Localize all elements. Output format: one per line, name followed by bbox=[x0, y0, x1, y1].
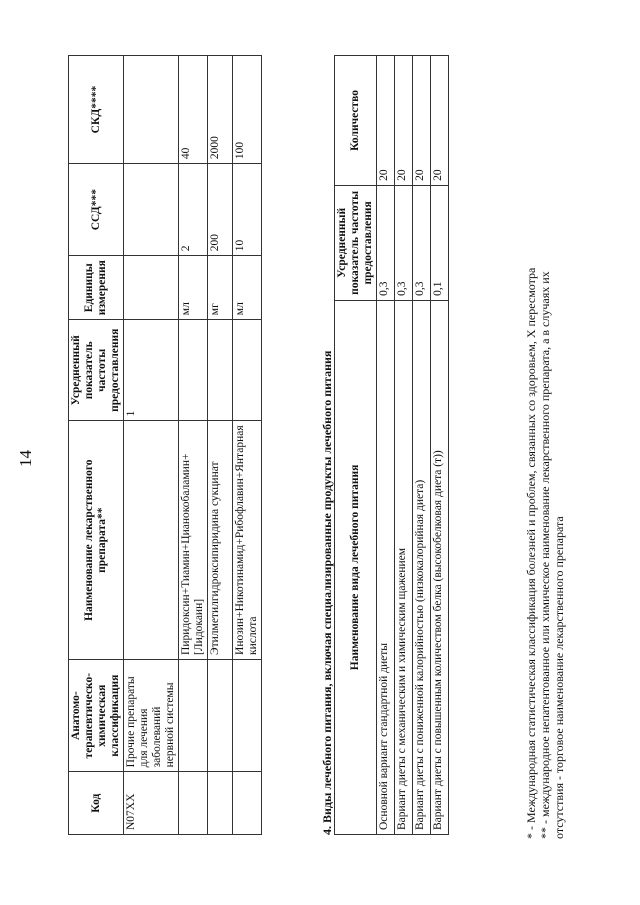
diet-quantity-cell: 20 bbox=[395, 56, 413, 186]
skd-cell: 40 bbox=[179, 56, 208, 164]
table-row bbox=[377, 56, 395, 835]
table-row bbox=[233, 56, 262, 835]
table-header-row bbox=[69, 56, 124, 835]
diet-quantity-cell: 20 bbox=[431, 56, 449, 186]
drug-cell: Пиридоксин+Тиамин+Цианокобаламин+[Лидокаин] bbox=[179, 421, 208, 660]
diet-name-cell: Вариант диеты с механическим и химическим щажением bbox=[395, 300, 413, 834]
skd-cell: 100 bbox=[233, 56, 262, 164]
drug-cell: Этилметилгидроксипиридина сукцинат bbox=[208, 421, 233, 660]
diet-quantity-cell: 20 bbox=[413, 56, 431, 186]
diet-table bbox=[334, 55, 449, 835]
drug-table bbox=[68, 55, 262, 835]
footnote-1: * - Международная статистическая классификация болезней и проблем, связанных со здоровьем, X пересмотра bbox=[524, 267, 538, 839]
diet-name-cell: Вариант диеты с пониженной калорийностью (низкокалорийная диета) bbox=[413, 300, 431, 834]
page-number: 14 bbox=[16, 450, 35, 467]
footnote-2-continuation: отсутствия - торговое наименование лекарственного препарата bbox=[552, 516, 566, 839]
header-diet-name: Наименование вида лечебного питания bbox=[335, 300, 377, 834]
unit-cell: мл bbox=[233, 256, 262, 320]
table-row bbox=[179, 56, 208, 835]
header-avg-frequency: Усредненный показатель частоты предоставления bbox=[69, 320, 124, 421]
diet-frequency-cell: 0,3 bbox=[413, 185, 431, 300]
header-code: Код bbox=[69, 772, 124, 835]
drug-cell: Инозин+Никотинамид+Рибофлавин+Янтарная кислота bbox=[233, 421, 262, 660]
table-row bbox=[431, 56, 449, 835]
table-row bbox=[395, 56, 413, 835]
header-quantity: Количество bbox=[335, 56, 377, 186]
ssd-cell: 2 bbox=[179, 164, 208, 256]
diet-frequency-cell: 0,3 bbox=[377, 185, 395, 300]
avg-frequency-cell: 1 bbox=[124, 320, 179, 421]
table-row bbox=[413, 56, 431, 835]
unit-cell: мл bbox=[179, 256, 208, 320]
header-drug-name: Наименование лекарственного препарата** bbox=[69, 421, 124, 660]
unit-cell: мг bbox=[208, 256, 233, 320]
footnotes bbox=[524, 49, 566, 839]
code-cell: N07XX bbox=[124, 772, 179, 835]
diet-name-cell: Основной вариант стандартной диеты bbox=[377, 300, 395, 834]
diet-frequency-cell: 0,1 bbox=[431, 185, 449, 300]
footnote-2: ** - международное непатентованное или химическое наименование лекарственного препарата, а в случаях их bbox=[538, 271, 552, 839]
ssd-cell: 10 bbox=[233, 164, 262, 256]
skd-cell: 2000 bbox=[208, 56, 233, 164]
table-row bbox=[124, 56, 179, 835]
header-skd: СКД**** bbox=[69, 56, 124, 164]
section-title: 4. Виды лечебного питания, включая специализированные продукты лечебного питания bbox=[320, 350, 334, 835]
diet-name-cell: Вариант диеты с повышенным количеством белка (высокобелковая диета (т)) bbox=[431, 300, 449, 834]
header-avg-frequency: Усредненный показатель частоты предоставления bbox=[335, 185, 377, 300]
diet-frequency-cell: 0,3 bbox=[395, 185, 413, 300]
diet-quantity-cell: 20 bbox=[377, 56, 395, 186]
atc-cell: Прочие препараты для лечения заболеваний нервной системы bbox=[124, 659, 179, 771]
header-ssd: ССД*** bbox=[69, 164, 124, 256]
table-header-row bbox=[335, 56, 377, 835]
header-atc: Анатомо-терапевтическо-химическая классификация bbox=[69, 659, 124, 771]
ssd-cell: 200 bbox=[208, 164, 233, 256]
table-row bbox=[208, 56, 233, 835]
header-unit: Единицы измерения bbox=[69, 256, 124, 320]
